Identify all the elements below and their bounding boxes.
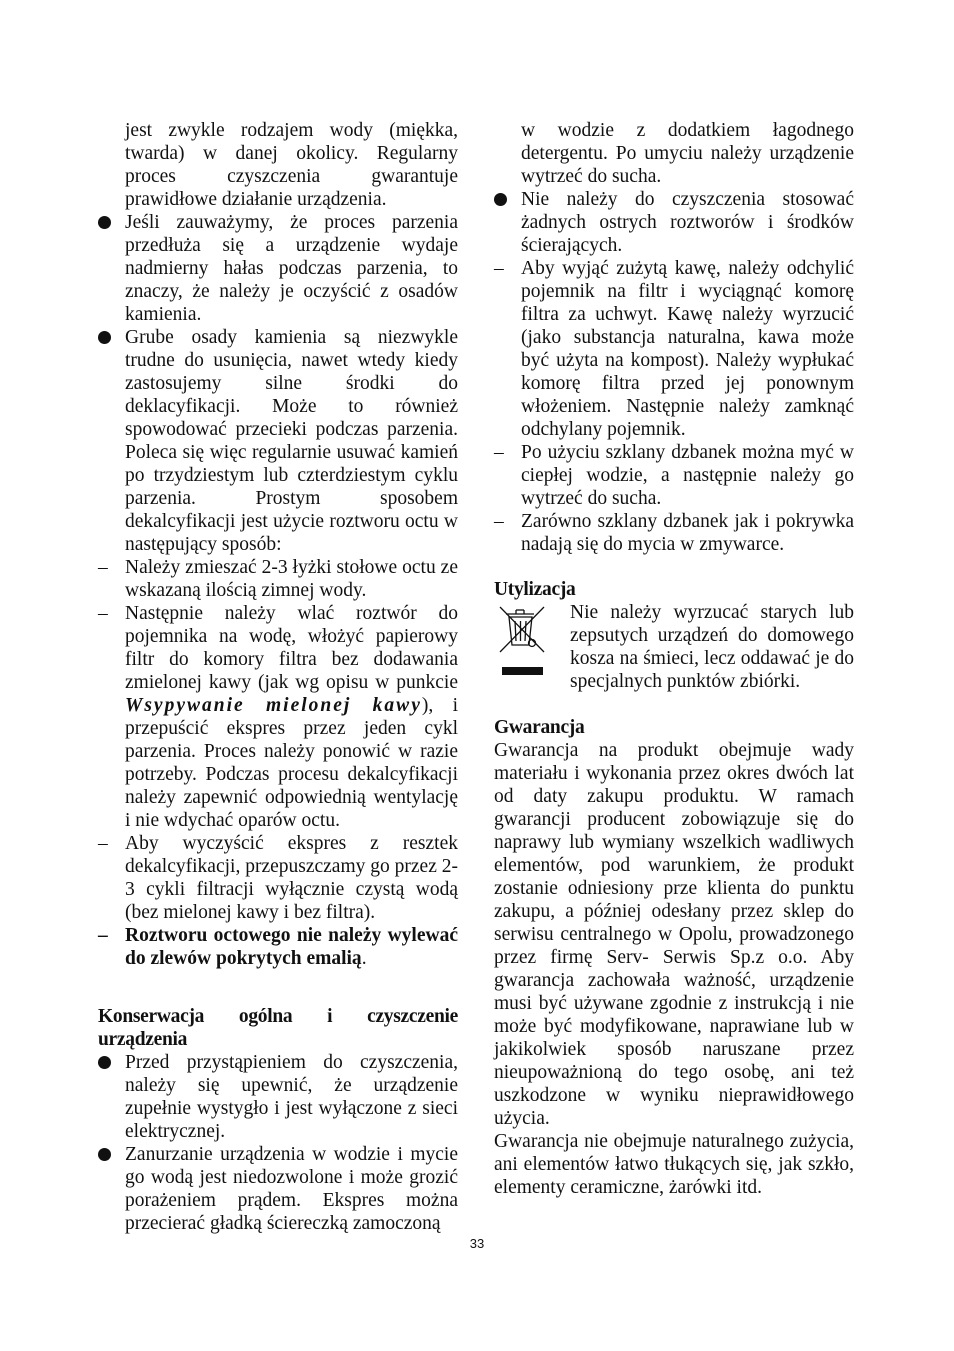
- dash-text-cont: ), i przepuścić ekspres przez jeden cykl parzenia. Proces należy ponowić w razie potrzeby. Podczas procesu dekalcyfikacji należy zapewnić odpowiednią wentylację i nie wdychać oparów octu.: [125, 695, 458, 831]
- dash-item: [98, 556, 458, 602]
- crossed-out-wheelie-bin-icon: [494, 601, 556, 683]
- warning-text: Roztworu octowego nie należy wylewać do zlewów pokrytych emalią: [125, 925, 458, 969]
- bullet-text: Grube osady kamienia są niezwykle trudne do usunięcia, nawet wtedy kiedy zastosujemy silne środki do deklacyfikacji. Może to również spowodować przecieki podczas parzenia. Poleca się więc regularnie usuwać kamień po trzydziestym lub czterdziestym cyklu parzenia. Prostym sposobem dekalcyfikacji jest użycie roztworu octu w następujący sposób:: [125, 327, 458, 555]
- dash-item: [494, 441, 854, 510]
- dash-icon: –: [98, 603, 108, 624]
- warranty-paragraph: Gwarancja na produkt obejmuje wady materiału i wykonania przez okres dwóch lat od daty zakupu produktu. W ramach gwarancji producent zobowiązuje się do naprawy lub wymiany wszelkich wadliwych elementów, pod warunkiem, że produkt zostanie odniesiony prze klienta do punktu zakupu, a później odesłany przez sklep do serwisu centralnego w Opolu, prowadzonego przez firmę Serv- Serwis Sp.z o.o. Aby gwarancja zachowała ważność, urządzenie musi być używane zgodnie z instrukcją i nie może być modyfikowane, naprawiane lub w jakikolwiek sposób naruszane przez nieupoważnioną do tego osobę, ani też uszkodzone w wyniku nieprawidłowego użycia.: [494, 740, 854, 1129]
- dash-item: [98, 832, 458, 924]
- page-number: 33: [469, 1236, 485, 1251]
- dash-item-warning: [98, 924, 458, 970]
- bullet-item: [98, 1143, 458, 1235]
- dash-icon: –: [494, 511, 504, 532]
- dash-text: Po użyciu szklany dzbanek można myć w ciepłej wodzie, a następnie należy go wytrzeć do sucha.: [521, 442, 854, 509]
- paragraph: w wodzie z dodatkiem łagodnego detergentu. Po umyciu należy urządzenie wytrzeć do sucha.: [521, 120, 854, 187]
- dash-text: Należy zmieszać 2-3 łyżki stołowe octu ze wskazaną ilością zimnej wody.: [125, 557, 458, 601]
- dash-icon: –: [98, 925, 108, 946]
- section-heading-disposal: Utylizacja: [494, 579, 576, 600]
- dash-icon: –: [98, 557, 108, 578]
- bullet-text: Jeśli zauważymy, że proces parzenia przedłuża się a urządzenie wydaje nadmierny hałas podczas parzenia, to znaczy, że należy je oczyścić z osadów kamienia.: [125, 212, 458, 325]
- bullet-text: Zanurzanie urządzenia w wodzie i mycie go wodą jest niedozwolone i może grozić porażeniem prądem. Ekspres można przecierać gładką ściereczką zamoczoną: [125, 1144, 458, 1234]
- section-reference: Wsypywanie mielonej kawy: [125, 695, 422, 716]
- bullet-text: Nie należy do czyszczenia stosować żadnych ostrych roztworów i środków ścierających.: [521, 189, 854, 256]
- bullet-text: Przed przystąpieniem do czyszczenia, należy się upewnić, że urządzenie zupełnie wystygło i jest wyłączone z sieci elektrycznej.: [125, 1052, 458, 1142]
- bullet-icon: [98, 1143, 120, 1167]
- dash-item: [98, 602, 458, 832]
- bullet-icon: [98, 326, 120, 350]
- dash-text: Aby wyjąć zużytą kawę, należy odchylić pojemnik na filtr i wyciągnąć komorę filtra za uchwyt. Kawę należy wyrzucić (jako substancja naturalna, kawa może być użyta na kompost). Należy wypłukać komorę filtra przed jej ponownym włożeniem. Następnie należy zamknąć odchylany pojemnik.: [521, 258, 854, 440]
- bullet-icon: [98, 1051, 120, 1075]
- section-heading-warranty: Gwarancja: [494, 717, 585, 738]
- section-heading-maintenance: Konserwacja ogólna i czyszczenie urządzenia: [98, 1006, 458, 1050]
- bullet-item: [98, 211, 458, 326]
- bullet-item: [98, 1051, 458, 1143]
- dash-text: Następnie należy wlać roztwór do pojemnika na wodę, włożyć papierowy filtr do komory filtra bez dodawania zmielonej kawy (jak wg opisu w punkcie: [125, 603, 458, 693]
- left-column: [98, 119, 458, 1235]
- bullet-item: [494, 188, 854, 257]
- disposal-text: Nie należy wyrzucać starych lub zepsutych urządzeń do domowego kosza na śmieci, lecz oddawać je do specjalnych punktów zbiórki.: [570, 602, 854, 692]
- disposal-block: [494, 601, 854, 693]
- bullet-icon: [98, 211, 120, 235]
- dash-icon: –: [98, 833, 108, 854]
- dash-icon: –: [494, 258, 504, 279]
- dash-text: Zarówno szklany dzbanek jak i pokrywka nadają się do mycia w zmywarce.: [521, 511, 854, 555]
- bullet-icon: [494, 188, 516, 212]
- dash-item: [494, 510, 854, 556]
- warranty-paragraph-2: Gwarancja nie obejmuje naturalnego zużycia, ani elementów łatwo tłukących się, jak szkło, elementy ceramiczne, żarówki itd.: [494, 1131, 854, 1198]
- dash-icon: –: [494, 442, 504, 463]
- right-column: [494, 119, 854, 1199]
- dash-text: Aby wyczyścić ekspres z resztek dekalcyfikacji, przepuszczamy go przez 2-3 cykli filtracji wyłącznie czystą wodą (bez mielonej kawy i bez filtra).: [125, 833, 458, 923]
- paragraph: jest zwykle rodzajem wody (miękka, twarda) w danej okolicy. Regularny proces czyszczenia gwarantuje prawidłowe działanie urządzenia.: [125, 120, 458, 210]
- dash-item: [494, 257, 854, 441]
- warning-period: .: [361, 948, 367, 969]
- bullet-item: [98, 326, 458, 556]
